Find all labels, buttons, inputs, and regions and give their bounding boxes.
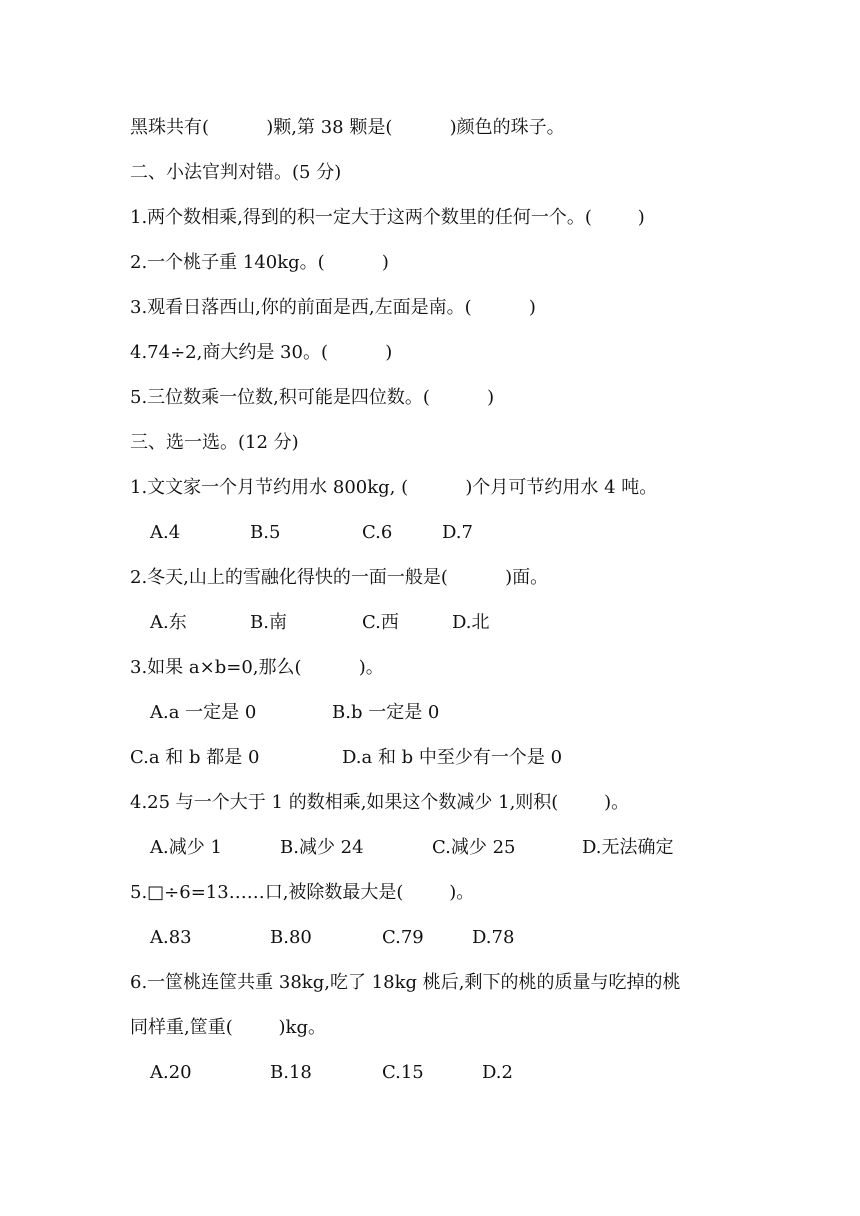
tf-question-3: 3.观看日落西山,你的前面是西,左面是南。( ) xyxy=(130,297,536,318)
mc4-option-a: A.减少 1 xyxy=(150,837,222,858)
tf-question-5: 5.三位数乘一位数,积可能是四位数。( ) xyxy=(130,387,495,408)
mc-question-4: 4.25 与一个大于 1 的数相乘,如果这个数减少 1,则积( )。 xyxy=(130,792,630,813)
mc-question-6-line-1: 6.一筐桃连筐共重 38kg,吃了 18kg 桃后,剩下的桃的质量与吃掉的桃 xyxy=(130,972,681,993)
mc2-option-a: A.东 xyxy=(150,612,187,633)
mc-question-1: 1.文文家一个月节约用水 800kg, ( )个月可节约用水 4 吨。 xyxy=(130,477,658,498)
mc1-option-b: B.5 xyxy=(250,522,281,543)
mc6-option-a: A.20 xyxy=(150,1062,192,1083)
mc4-option-d: D.无法确定 xyxy=(582,837,674,858)
mc6-option-d: D.2 xyxy=(482,1062,513,1083)
mc3-option-b: B.b 一定是 0 xyxy=(332,702,440,723)
mc1-option-d: D.7 xyxy=(442,522,473,543)
mc-question-2: 2.冬天,山上的雪融化得快的一面一般是( )面。 xyxy=(130,567,549,588)
section-heading-multiple-choice: 三、选一选。(12 分) xyxy=(130,432,299,453)
mc-question-3: 3.如果 a×b=0,那么( )。 xyxy=(130,657,384,678)
mc2-option-d: D.北 xyxy=(452,612,490,633)
tf-question-2: 2.一个桃子重 140kg。( ) xyxy=(130,252,389,273)
mc5-option-c: C.79 xyxy=(382,927,424,948)
mc-question-6-line-2: 同样重,筐重( )kg。 xyxy=(130,1017,326,1038)
section-heading-true-false: 二、小法官判对错。(5 分) xyxy=(130,162,342,183)
tf-question-1: 1.两个数相乘,得到的积一定大于这两个数里的任何一个。( ) xyxy=(130,207,645,228)
mc3-option-c: C.a 和 b 都是 0 xyxy=(130,747,260,768)
mc2-option-c: C.西 xyxy=(362,612,399,633)
mc5-option-b: B.80 xyxy=(270,927,312,948)
mc-question-5: 5.□÷6=13……口,被除数最大是( )。 xyxy=(130,882,475,903)
tf-question-4: 4.74÷2,商大约是 30。( ) xyxy=(130,342,393,363)
question-line-beads: 黑珠共有( )颗,第 38 颗是( )颜色的珠子。 xyxy=(130,117,565,138)
mc5-option-a: A.83 xyxy=(150,927,192,948)
mc3-option-d: D.a 和 b 中至少有一个是 0 xyxy=(342,747,563,768)
mc4-option-c: C.减少 25 xyxy=(432,837,516,858)
mc2-option-b: B.南 xyxy=(250,612,287,633)
mc4-option-b: B.减少 24 xyxy=(280,837,364,858)
mc6-option-c: C.15 xyxy=(382,1062,424,1083)
mc6-option-b: B.18 xyxy=(270,1062,312,1083)
mc5-option-d: D.78 xyxy=(472,927,515,948)
mc3-option-a: A.a 一定是 0 xyxy=(150,702,257,723)
mc1-option-a: A.4 xyxy=(150,522,181,543)
mc1-option-c: C.6 xyxy=(362,522,393,543)
